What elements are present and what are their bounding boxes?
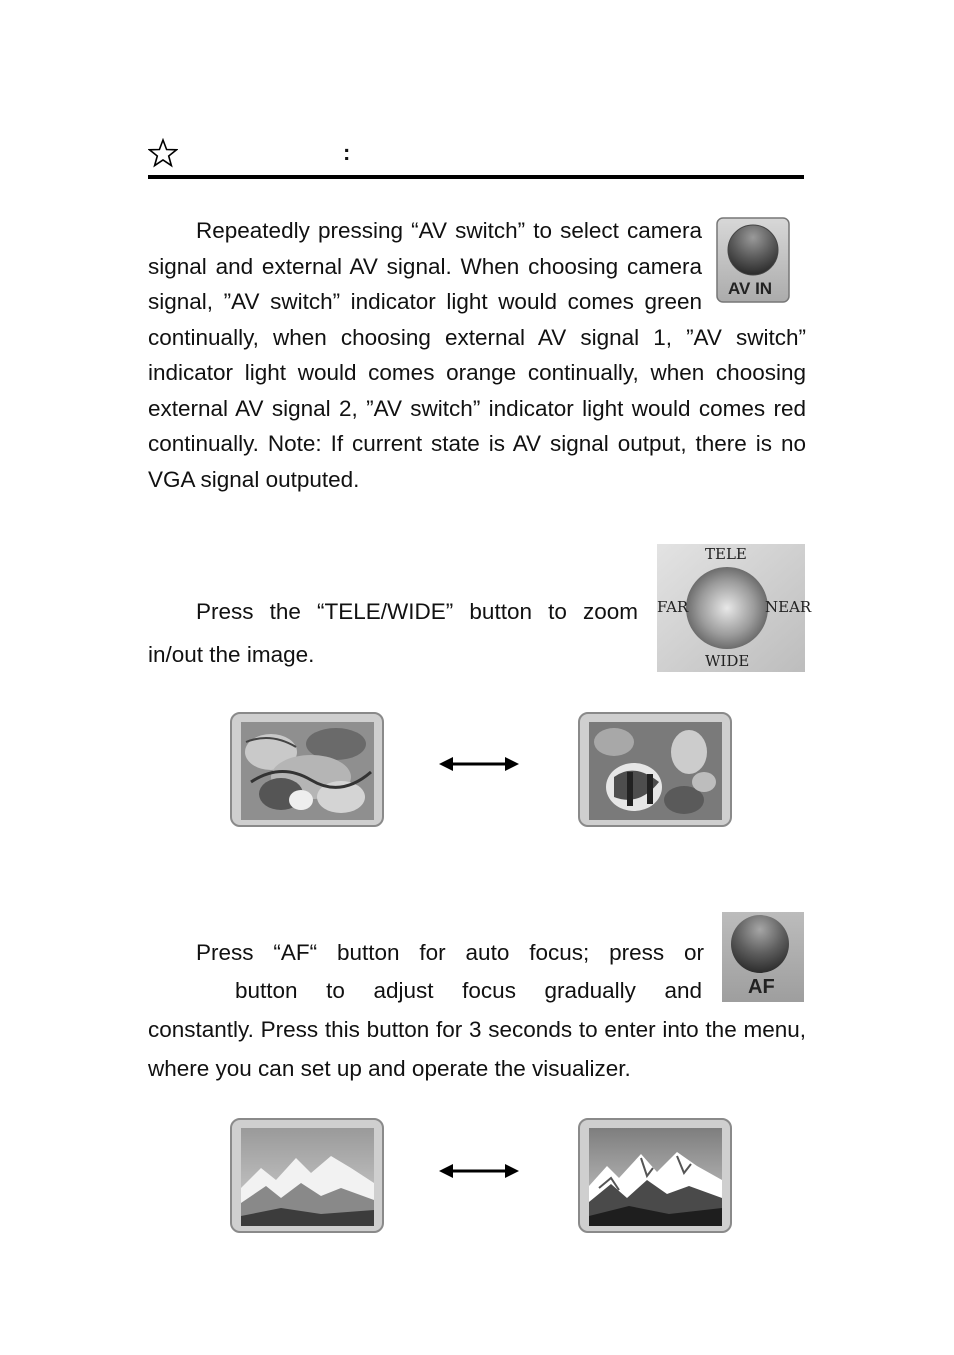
af-line-3-wrap: [148, 1011, 806, 1088]
mountain-sharp-image: [578, 1118, 732, 1233]
header-divider: [148, 175, 804, 179]
av-in-button-label: AV IN: [728, 279, 773, 298]
star-outline-icon: [148, 138, 178, 168]
double-arrow-icon: [439, 1163, 519, 1184]
header-colon: :: [343, 140, 351, 165]
coral-reef-zoomed-image: [230, 712, 384, 827]
dial-far-label: FAR: [657, 598, 689, 616]
zoom-paragraph: Press the “TELE/WIDE” button to zoom in/out the image.: [148, 599, 638, 667]
dial-wide-label: WIDE: [705, 652, 750, 670]
coral-reef-wide-image: [578, 712, 732, 827]
double-arrow-icon: [439, 756, 519, 777]
dial-near-label: NEAR: [765, 598, 812, 616]
af-line-2: button to adjust focus gradually and: [235, 978, 702, 1003]
af-line-1-wrap: [148, 934, 704, 973]
mountain-blurred-image: [230, 1118, 384, 1233]
af-line-1: Press “AF“ button for auto focus; press or: [196, 940, 704, 965]
av-switch-paragraph: Repeatedly pressing “AV switch” to select camera signal and external AV signal. When choosing camera signal, ”AV switch” indicator light would comes green continually, when choosing external AV signal 1, ”AV switch” indicator light would comes orange continually, when choosing external AV signal 2, ”AV switch” indicator light would comes red continually. Note: If current state is AV signal output, there is no VGA signal outputed.: [148, 218, 806, 492]
tele-wide-dial: [657, 544, 812, 672]
dial-tele-label: TELE: [705, 545, 747, 563]
av-in-button: [716, 217, 806, 309]
af-line-2-wrap: [235, 972, 702, 1011]
av-switch-section: [148, 213, 806, 497]
af-line-3: constantly. Press this button for 3 seconds to enter into the menu, where you can set up and operate the visualizer.: [148, 1017, 806, 1081]
af-button: [722, 912, 804, 1002]
af-button-label: AF: [748, 976, 775, 998]
